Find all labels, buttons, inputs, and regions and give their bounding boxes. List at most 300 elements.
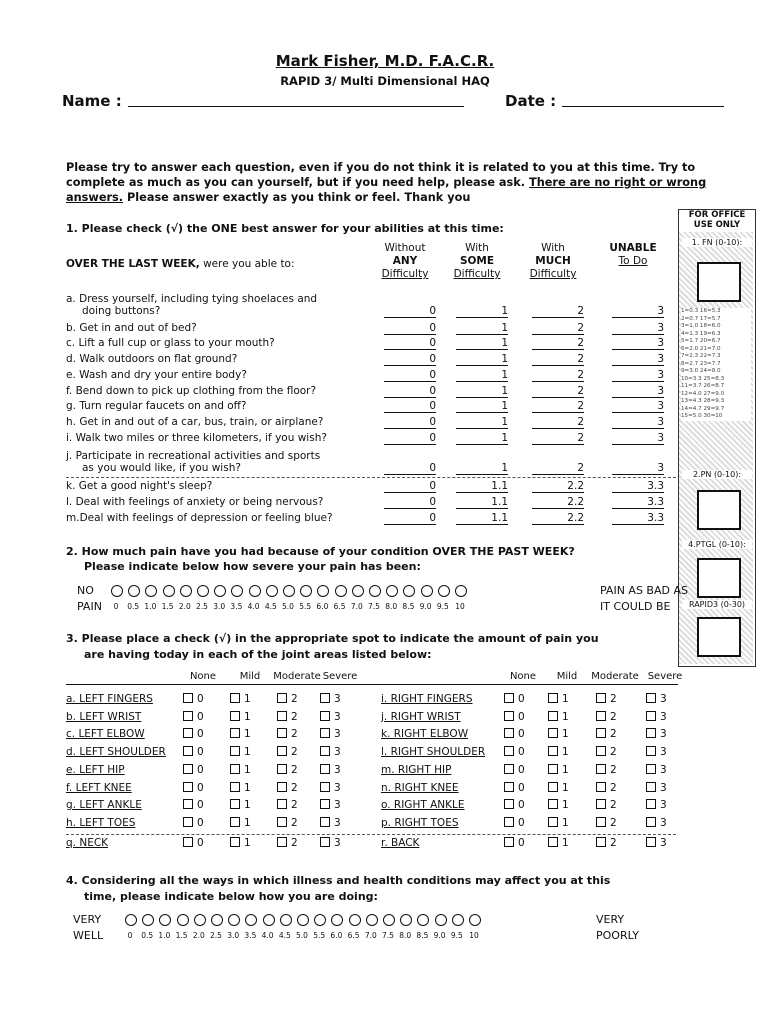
- checkbox-icon[interactable]: [230, 817, 240, 827]
- office-score-row: 1=0.3 16=5.3: [681, 308, 721, 314]
- q3-check-value: 1: [244, 710, 251, 723]
- q4-title: 4. Considering all the ways in which illness and health conditions may affect you at this: [66, 874, 611, 887]
- q1-answer-blank[interactable]: 0: [384, 353, 436, 366]
- q1-answer-blank[interactable]: 3: [612, 305, 664, 318]
- q3-check-value: 3: [334, 836, 341, 849]
- q1-answer-blank[interactable]: 2: [532, 462, 584, 475]
- q4-option-circle[interactable]: [331, 914, 343, 926]
- office-rapid3-box[interactable]: [697, 617, 741, 657]
- office-pn-box[interactable]: [697, 490, 741, 530]
- q3-check-option[interactable]: [596, 782, 617, 794]
- checkbox-icon[interactable]: [596, 782, 606, 792]
- q1-answer-blank[interactable]: 3: [612, 369, 664, 382]
- q3-check-option[interactable]: [548, 837, 569, 849]
- q3-check-option[interactable]: [277, 799, 298, 811]
- q2-option-circle[interactable]: [403, 585, 415, 597]
- q3-check-option[interactable]: [504, 837, 525, 849]
- q3-check-option[interactable]: [596, 837, 617, 849]
- checkbox-icon[interactable]: [646, 837, 656, 847]
- q3-joint-right: p. RIGHT TOES: [381, 816, 459, 829]
- name-label: Name :: [62, 92, 122, 110]
- q3-check-option[interactable]: [646, 711, 667, 723]
- q3-check-option[interactable]: [646, 693, 667, 705]
- checkbox-icon[interactable]: [277, 693, 287, 703]
- checkbox-icon[interactable]: [504, 728, 514, 738]
- q1-item-label: [66, 353, 376, 365]
- q3-check-option[interactable]: [596, 728, 617, 740]
- q4-option-circle[interactable]: [177, 914, 189, 926]
- checkbox-icon[interactable]: [646, 693, 656, 703]
- q1-answer-blank[interactable]: 2: [532, 337, 584, 350]
- q3-check-option[interactable]: [183, 782, 204, 794]
- checkbox-icon[interactable]: [277, 764, 287, 774]
- q1-answer-blank[interactable]: 2.2: [532, 496, 584, 509]
- q1-answer-blank[interactable]: 0: [384, 432, 436, 445]
- checkbox-icon[interactable]: [504, 693, 514, 703]
- checkbox-icon[interactable]: [183, 764, 193, 774]
- checkbox-icon[interactable]: [277, 817, 287, 827]
- q4-option-circle[interactable]: [469, 914, 481, 926]
- q3-check-option[interactable]: [230, 837, 251, 849]
- checkbox-icon[interactable]: [230, 837, 240, 847]
- q3-check-option[interactable]: [183, 746, 204, 758]
- q2-option-circle[interactable]: [128, 585, 140, 597]
- date-field[interactable]: [562, 106, 724, 107]
- office-title: FOR OFFICE USE ONLY: [680, 210, 754, 230]
- q1-answer-blank[interactable]: 1: [456, 385, 508, 398]
- q3-check-option[interactable]: [277, 693, 298, 705]
- q2-option-circle[interactable]: [317, 585, 329, 597]
- q4-option-circle[interactable]: [280, 914, 292, 926]
- q3-check-option[interactable]: [277, 817, 298, 829]
- q3-check-option[interactable]: [596, 799, 617, 811]
- q1-answer-blank[interactable]: 0: [384, 369, 436, 382]
- q3-check-option[interactable]: [504, 746, 525, 758]
- q3-check-option[interactable]: [183, 728, 204, 740]
- checkbox-icon[interactable]: [320, 799, 330, 809]
- q3-check-option[interactable]: [548, 782, 569, 794]
- q3-check-option[interactable]: [320, 817, 341, 829]
- checkbox-icon[interactable]: [230, 711, 240, 721]
- q3-check-option[interactable]: [596, 693, 617, 705]
- q3-check-value: 0: [197, 728, 204, 741]
- checkbox-icon[interactable]: [596, 746, 606, 756]
- checkbox-icon[interactable]: [646, 764, 656, 774]
- checkbox-icon[interactable]: [646, 711, 656, 721]
- checkbox-icon[interactable]: [646, 799, 656, 809]
- q3-check-value: 0: [197, 836, 204, 849]
- q1-answer-blank[interactable]: 0: [384, 385, 436, 398]
- q3-check-option[interactable]: [548, 799, 569, 811]
- q1-answer-blank[interactable]: 3: [612, 353, 664, 366]
- q3-check-option[interactable]: [646, 817, 667, 829]
- checkbox-icon[interactable]: [504, 817, 514, 827]
- q4-option-value: 9.0: [433, 931, 446, 940]
- checkbox-icon[interactable]: [596, 728, 606, 738]
- q2-option-circle[interactable]: [438, 585, 450, 597]
- q3-check-option[interactable]: [504, 817, 525, 829]
- checkbox-icon[interactable]: [646, 782, 656, 792]
- q2-option-circle[interactable]: [249, 585, 261, 597]
- q1-answer-blank[interactable]: 3: [612, 462, 664, 475]
- q3-check-option[interactable]: [504, 728, 525, 740]
- q1-answer-blank[interactable]: 2: [532, 416, 584, 429]
- q4-option-circle[interactable]: [211, 914, 223, 926]
- q2-option-circle[interactable]: [197, 585, 209, 597]
- checkbox-icon[interactable]: [320, 782, 330, 792]
- q1-answer-blank[interactable]: 1: [456, 369, 508, 382]
- q1-answer-blank[interactable]: 2.2: [532, 512, 584, 525]
- checkbox-icon[interactable]: [277, 728, 287, 738]
- q1-answer-blank[interactable]: 1.1: [456, 480, 508, 493]
- checkbox-icon[interactable]: [230, 799, 240, 809]
- office-score-row: 2=0.7 17=5.7: [681, 315, 721, 322]
- q3-check-option[interactable]: [277, 728, 298, 740]
- q2-option-circle[interactable]: [421, 585, 433, 597]
- checkbox-icon[interactable]: [277, 746, 287, 756]
- q3-check-option[interactable]: [504, 693, 525, 705]
- office-score-row: 8=2.7 23=7.7: [681, 360, 721, 367]
- q1-answer-blank[interactable]: 0: [384, 337, 436, 350]
- q1-answer-blank[interactable]: 1: [456, 416, 508, 429]
- office-score-row: 15=5.0 30=10: [681, 413, 723, 419]
- checkbox-icon[interactable]: [548, 817, 558, 827]
- q4-option-circle[interactable]: [349, 914, 361, 926]
- q4-option-circle[interactable]: [245, 914, 257, 926]
- q1-answer-blank[interactable]: 3: [612, 322, 664, 335]
- name-field[interactable]: [128, 106, 464, 107]
- q1-answer-blank[interactable]: 1: [456, 462, 508, 475]
- q4-option-circle[interactable]: [142, 914, 154, 926]
- q1-col-line2: SOME: [459, 255, 495, 267]
- q3-check-option[interactable]: [596, 764, 617, 776]
- q1-answer-blank[interactable]: 3: [612, 385, 664, 398]
- q1-answer-blank[interactable]: 2: [532, 353, 584, 366]
- checkbox-icon[interactable]: [183, 746, 193, 756]
- q3-check-option[interactable]: [183, 693, 204, 705]
- checkbox-icon[interactable]: [320, 728, 330, 738]
- q3-check-value: 0: [197, 710, 204, 723]
- office-score-row: 4=1.3 19=6.3: [681, 330, 721, 337]
- q4-option-circle[interactable]: [435, 914, 447, 926]
- q3-col-header-left: None: [189, 671, 217, 682]
- q2-option-circle[interactable]: [455, 585, 467, 597]
- q1-answer-blank[interactable]: 3: [612, 416, 664, 429]
- q1-col-line3: To Do: [618, 255, 648, 267]
- checkbox-icon[interactable]: [548, 693, 558, 703]
- q1-answer-blank[interactable]: 0: [384, 512, 436, 525]
- q2-option-circle[interactable]: [352, 585, 364, 597]
- q3-check-option[interactable]: [320, 782, 341, 794]
- q1-answer-blank[interactable]: 1: [456, 400, 508, 413]
- q3-check-option[interactable]: [596, 711, 617, 723]
- q3-check-option[interactable]: [230, 764, 251, 776]
- checkbox-icon[interactable]: [646, 746, 656, 756]
- q1-col-header: [598, 242, 668, 268]
- q3-check-option[interactable]: [646, 799, 667, 811]
- q2-option-circle[interactable]: [283, 585, 295, 597]
- q3-check-option[interactable]: [504, 764, 525, 776]
- q3-check-option[interactable]: [277, 746, 298, 758]
- q3-check-option[interactable]: [230, 693, 251, 705]
- q2-option-value: 7.0: [350, 602, 363, 611]
- checkbox-icon[interactable]: [230, 728, 240, 738]
- checkbox-icon[interactable]: [320, 746, 330, 756]
- q3-check-option[interactable]: [277, 764, 298, 776]
- q1-answer-blank[interactable]: 0: [384, 416, 436, 429]
- q3-check-option[interactable]: [320, 746, 341, 758]
- q3-check-option[interactable]: [320, 693, 341, 705]
- checkbox-icon[interactable]: [548, 837, 558, 847]
- q3-check-option[interactable]: [183, 817, 204, 829]
- q2-option-value: 0.5: [127, 602, 140, 611]
- q1-answer-blank[interactable]: 1.1: [456, 496, 508, 509]
- q1-item-text2: as you would like, if you wish?: [82, 462, 241, 474]
- q3-check-option[interactable]: [320, 728, 341, 740]
- q3-check-option[interactable]: [548, 817, 569, 829]
- checkbox-icon[interactable]: [548, 728, 558, 738]
- q3-check-option[interactable]: [646, 746, 667, 758]
- q3-check-option[interactable]: [596, 817, 617, 829]
- q3-check-option[interactable]: [504, 782, 525, 794]
- q3-check-option[interactable]: [596, 746, 617, 758]
- office-score-row: 3=1.0 18=6.0: [681, 323, 721, 329]
- checkbox-icon[interactable]: [183, 837, 193, 847]
- checkbox-icon[interactable]: [277, 782, 287, 792]
- q3-check-option[interactable]: [646, 782, 667, 794]
- q3-check-option[interactable]: [230, 728, 251, 740]
- checkbox-icon[interactable]: [183, 799, 193, 809]
- checkbox-icon[interactable]: [596, 817, 606, 827]
- q2-option-value: 4.5: [264, 602, 277, 611]
- q2-option-circle[interactable]: [335, 585, 347, 597]
- q3-check-option[interactable]: [646, 837, 667, 849]
- q3-check-option[interactable]: [320, 837, 341, 849]
- q2-option-circle[interactable]: [180, 585, 192, 597]
- q1-answer-blank[interactable]: 1: [456, 337, 508, 350]
- q3-joint-right: m. RIGHT HIP: [381, 763, 452, 776]
- q1-item-label: [66, 496, 376, 508]
- checkbox-icon[interactable]: [320, 837, 330, 847]
- q4-option-value: 10: [469, 931, 479, 940]
- q4-option-circle[interactable]: [383, 914, 395, 926]
- q3-check-option[interactable]: [183, 837, 204, 849]
- q3-check-option[interactable]: [230, 799, 251, 811]
- q3-check-value: 2: [291, 781, 298, 794]
- checkbox-icon[interactable]: [596, 693, 606, 703]
- q3-check-value: 2: [291, 728, 298, 741]
- checkbox-icon[interactable]: [277, 711, 287, 721]
- checkbox-icon[interactable]: [596, 764, 606, 774]
- q3-check-option[interactable]: [277, 837, 298, 849]
- q1-item-text: b. Get in and out of bed?: [66, 322, 197, 334]
- office-ptgl-box[interactable]: [697, 558, 741, 598]
- q3-check-value: 0: [197, 799, 204, 812]
- q3-check-option[interactable]: [320, 711, 341, 723]
- checkbox-icon[interactable]: [504, 799, 514, 809]
- q3-check-option[interactable]: [230, 746, 251, 758]
- q1-answer-blank[interactable]: 3.3: [612, 496, 664, 509]
- q2-option-circle[interactable]: [300, 585, 312, 597]
- q2-option-circle[interactable]: [369, 585, 381, 597]
- q1-answer-blank[interactable]: 1: [456, 322, 508, 335]
- q2-option-circle[interactable]: [163, 585, 175, 597]
- q1-answer-blank[interactable]: 2: [532, 369, 584, 382]
- q2-right-label-1: PAIN AS BAD AS: [600, 584, 688, 597]
- checkbox-icon[interactable]: [548, 764, 558, 774]
- q1-answer-blank[interactable]: 1: [456, 432, 508, 445]
- q3-check-option[interactable]: [548, 746, 569, 758]
- checkbox-icon[interactable]: [548, 746, 558, 756]
- q3-col-header-right: Severe: [647, 671, 683, 682]
- q3-check-option[interactable]: [277, 782, 298, 794]
- q2-option-value: 5.0: [282, 602, 294, 611]
- q1-answer-blank[interactable]: 1: [456, 353, 508, 366]
- checkbox-icon[interactable]: [596, 799, 606, 809]
- checkbox-icon[interactable]: [183, 817, 193, 827]
- q3-check-value: 2: [291, 763, 298, 776]
- checkbox-icon[interactable]: [183, 693, 193, 703]
- q1-answer-blank[interactable]: 3: [612, 337, 664, 350]
- q3-check-value: 3: [660, 781, 667, 794]
- q3-check-option[interactable]: [646, 764, 667, 776]
- q1-answer-blank[interactable]: 2: [532, 385, 584, 398]
- q4-option-circle[interactable]: [400, 914, 412, 926]
- q3-check-value: 2: [291, 693, 298, 705]
- q2-option-circle[interactable]: [214, 585, 226, 597]
- checkbox-icon[interactable]: [183, 782, 193, 792]
- checkbox-icon[interactable]: [277, 837, 287, 847]
- q3-joint-right: r. BACK: [381, 836, 420, 849]
- checkbox-icon[interactable]: [504, 837, 514, 847]
- q3-col-header-right: Mild: [556, 671, 578, 682]
- checkbox-icon[interactable]: [646, 817, 656, 827]
- q3-check-option[interactable]: [548, 711, 569, 723]
- q4-option-circle[interactable]: [452, 914, 464, 926]
- q3-check-option[interactable]: [230, 711, 251, 723]
- q1-answer-blank[interactable]: 0: [384, 496, 436, 509]
- checkbox-icon[interactable]: [183, 728, 193, 738]
- q1-answer-blank[interactable]: 3: [612, 400, 664, 413]
- q3-joint-left: a. LEFT FINGERS: [66, 693, 153, 705]
- q3-check-option[interactable]: [504, 711, 525, 723]
- q3-check-value: 2: [610, 693, 617, 705]
- q4-option-circle[interactable]: [194, 914, 206, 926]
- q3-check-value: 1: [244, 746, 251, 759]
- q1-answer-blank[interactable]: 3: [612, 432, 664, 445]
- checkbox-icon[interactable]: [548, 799, 558, 809]
- q4-option-circle[interactable]: [417, 914, 429, 926]
- q3-check-option[interactable]: [548, 693, 569, 705]
- q4-option-circle[interactable]: [366, 914, 378, 926]
- checkbox-icon[interactable]: [230, 693, 240, 703]
- q3-check-value: 3: [334, 763, 341, 776]
- q2-option-circle[interactable]: [111, 585, 123, 597]
- q3-check-option[interactable]: [183, 711, 204, 723]
- q2-option-circle[interactable]: [231, 585, 243, 597]
- q2-option-circle[interactable]: [266, 585, 278, 597]
- q3-check-option[interactable]: [646, 728, 667, 740]
- q3-check-value: 2: [610, 763, 617, 776]
- q3-check-option[interactable]: [230, 782, 251, 794]
- checkbox-icon[interactable]: [646, 728, 656, 738]
- q2-option-circle[interactable]: [145, 585, 157, 597]
- q1-answer-blank[interactable]: 0: [384, 462, 436, 475]
- q3-check-option[interactable]: [277, 711, 298, 723]
- q4-option-circle[interactable]: [125, 914, 137, 926]
- checkbox-icon[interactable]: [548, 782, 558, 792]
- checkbox-icon[interactable]: [596, 837, 606, 847]
- checkbox-icon[interactable]: [504, 746, 514, 756]
- checkbox-icon[interactable]: [320, 817, 330, 827]
- q3-check-option[interactable]: [504, 799, 525, 811]
- q1-item-text: k. Get a good night's sleep?: [66, 480, 213, 492]
- q1-answer-blank[interactable]: 1.1: [456, 512, 508, 525]
- q4-option-value: 9.5: [450, 931, 463, 940]
- q1-answer-blank[interactable]: 2: [532, 305, 584, 318]
- checkbox-icon[interactable]: [320, 711, 330, 721]
- q1-item-label: [66, 322, 376, 334]
- q1-item-label: [66, 480, 376, 492]
- checkbox-icon[interactable]: [320, 693, 330, 703]
- checkbox-icon[interactable]: [548, 711, 558, 721]
- q1-answer-blank[interactable]: 2.2: [532, 480, 584, 493]
- checkbox-icon[interactable]: [504, 711, 514, 721]
- q3-check-option[interactable]: [548, 764, 569, 776]
- q3-check-option[interactable]: [548, 728, 569, 740]
- q3-check-option[interactable]: [230, 817, 251, 829]
- q1-answer-blank[interactable]: 0: [384, 305, 436, 318]
- q3-joint-right: n. RIGHT KNEE: [381, 781, 459, 794]
- checkbox-icon[interactable]: [230, 782, 240, 792]
- checkbox-icon[interactable]: [504, 782, 514, 792]
- checkbox-icon[interactable]: [504, 764, 514, 774]
- q1-answer-blank[interactable]: 3.3: [612, 512, 664, 525]
- checkbox-icon[interactable]: [320, 764, 330, 774]
- q1-answer-blank[interactable]: 0: [384, 322, 436, 335]
- q3-col-header-right: Moderate: [591, 671, 639, 682]
- q1-answer-blank[interactable]: 0: [384, 400, 436, 413]
- q4-option-circle[interactable]: [159, 914, 171, 926]
- q4-option-circle[interactable]: [314, 914, 326, 926]
- q2-option-value: 3.0: [213, 602, 226, 611]
- q1-item-label: [66, 450, 376, 474]
- q1-answer-blank[interactable]: 0: [384, 480, 436, 493]
- q1-answer-blank[interactable]: 2: [532, 432, 584, 445]
- q2-option-circle[interactable]: [386, 585, 398, 597]
- q4-option-circle[interactable]: [228, 914, 240, 926]
- q1-answer-blank[interactable]: 2: [532, 322, 584, 335]
- checkbox-icon[interactable]: [596, 711, 606, 721]
- q1-answer-blank[interactable]: 2: [532, 400, 584, 413]
- q4-option-circle[interactable]: [263, 914, 275, 926]
- office-fn-box[interactable]: [697, 262, 741, 302]
- q3-check-option[interactable]: [320, 799, 341, 811]
- checkbox-icon[interactable]: [183, 711, 193, 721]
- q3-check-option[interactable]: [320, 764, 341, 776]
- q4-option-value: 4.5: [278, 931, 291, 940]
- checkbox-icon[interactable]: [230, 764, 240, 774]
- q3-check-option[interactable]: [183, 799, 204, 811]
- q1-answer-blank[interactable]: 3.3: [612, 480, 664, 493]
- checkbox-icon[interactable]: [230, 746, 240, 756]
- q1-answer-blank[interactable]: 1: [456, 305, 508, 318]
- checkbox-icon[interactable]: [277, 799, 287, 809]
- q3-check-option[interactable]: [183, 764, 204, 776]
- q4-option-circle[interactable]: [297, 914, 309, 926]
- q1-item-text: m.Deal with feelings of depression or feeling blue?: [66, 512, 333, 524]
- q2-option-value: 9.0: [419, 602, 432, 611]
